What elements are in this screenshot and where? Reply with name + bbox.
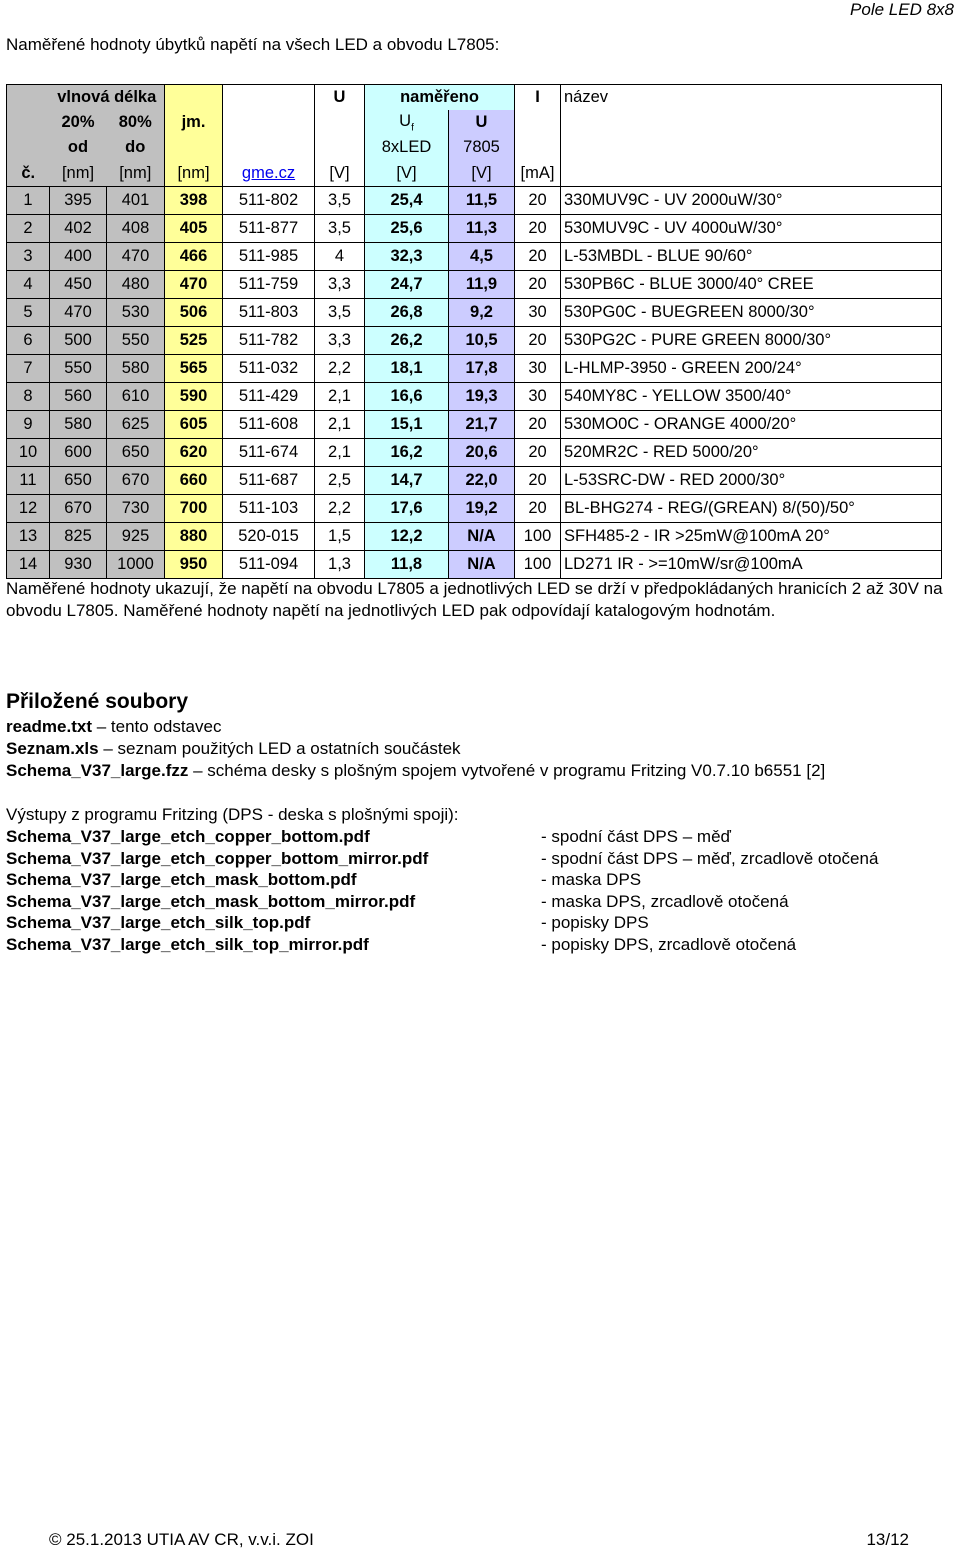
cell-u: 3,3	[315, 327, 365, 355]
table-row	[7, 355, 942, 383]
cell-led-name: L-53SRC-DW - RED 2000/30°	[561, 467, 942, 495]
cell-to: 625	[107, 411, 165, 439]
cell-i: 20	[515, 215, 561, 243]
cell-uf-8xled: 18,1	[365, 355, 449, 383]
pdf-desc: - popisky DPS	[541, 913, 649, 933]
cell-u-7805: 11,9	[449, 271, 515, 299]
header-uf-sub: f	[411, 122, 414, 134]
cell-no: 3	[7, 243, 50, 271]
header-pct20: 20%	[50, 110, 107, 135]
cell-u-7805: 11,5	[449, 187, 515, 215]
cell-nominal-nm: 950	[165, 551, 223, 579]
cell-uf-8xled: 25,4	[365, 187, 449, 215]
cell-uf-8xled: 11,8	[365, 551, 449, 579]
cell-gme-code: 511-877	[223, 215, 315, 243]
table-row	[7, 383, 942, 411]
cell-uf-8xled: 25,6	[365, 215, 449, 243]
header-v3: [V]	[449, 160, 515, 187]
pdf-name: Schema_V37_large_etch_mask_bottom.pdf	[6, 870, 357, 890]
cell-i: 100	[515, 551, 561, 579]
cell-from: 580	[50, 411, 107, 439]
cell-u-7805: 10,5	[449, 327, 515, 355]
header-pct80: 80%	[107, 110, 165, 135]
section-intro: Naměřené hodnoty úbytků napětí na všech LED a obvodu L7805:	[6, 35, 500, 54]
cell-u-7805: 4,5	[449, 243, 515, 271]
table-row	[7, 299, 942, 327]
cell-u: 3,5	[315, 299, 365, 327]
cell-u-7805: 11,3	[449, 215, 515, 243]
cell-u: 2,5	[315, 467, 365, 495]
cell-gme-code: 511-608	[223, 411, 315, 439]
cell-u: 2,1	[315, 439, 365, 467]
cell-to: 480	[107, 271, 165, 299]
cell-u: 2,2	[315, 355, 365, 383]
header-nm2: [nm]	[107, 160, 165, 187]
cell-u-7805: 20,6	[449, 439, 515, 467]
cell-no: 13	[7, 523, 50, 551]
cell-to: 408	[107, 215, 165, 243]
cell-no: 8	[7, 383, 50, 411]
cell-u: 2,2	[315, 495, 365, 523]
cell-u: 3,3	[315, 271, 365, 299]
cell-nominal-nm: 880	[165, 523, 223, 551]
cell-gme-code: 511-032	[223, 355, 315, 383]
cell-i: 20	[515, 439, 561, 467]
cell-i: 20	[515, 243, 561, 271]
cell-to: 401	[107, 187, 165, 215]
cell-led-name: 530MUV9C - UV 4000uW/30°	[561, 215, 942, 243]
cell-no: 9	[7, 411, 50, 439]
pdf-name: Schema_V37_large_etch_silk_top.pdf	[6, 913, 311, 933]
attachments-heading: Přiložené soubory	[6, 690, 189, 713]
cell-gme-code: 511-985	[223, 243, 315, 271]
cell-nominal-nm: 660	[165, 467, 223, 495]
cell-uf-8xled: 32,3	[365, 243, 449, 271]
cell-uf-8xled: 26,8	[365, 299, 449, 327]
cell-from: 470	[50, 299, 107, 327]
cell-nominal-nm: 405	[165, 215, 223, 243]
summary-paragraph: Naměřené hodnoty ukazují, že napětí na obvodu L7805 a jednotlivých LED se drží v předpokládaných hranicích 2 až 30V na obvodu L7805. Naměřené hodnoty napětí na jednotlivých LED pak odpovídají katalogovým hodnotám.	[6, 579, 943, 620]
cell-uf-8xled: 14,7	[365, 467, 449, 495]
file-name: Seznam.xls	[6, 739, 99, 758]
header-cell-blank	[315, 135, 365, 160]
fritzing-outputs-title: Výstupy z programu Fritzing (DPS - deska s plošnými spoji):	[6, 805, 459, 824]
header-no: č.	[7, 160, 50, 187]
cell-u: 2,1	[315, 383, 365, 411]
attachment-file-list	[6, 716, 825, 782]
cell-gme-code: 511-802	[223, 187, 315, 215]
pdf-name-list	[6, 826, 428, 956]
cell-nominal-nm: 506	[165, 299, 223, 327]
cell-gme-code: 511-687	[223, 467, 315, 495]
cell-from: 560	[50, 383, 107, 411]
cell-from: 395	[50, 187, 107, 215]
header-measured: naměřeno	[365, 85, 515, 111]
cell-u: 3,5	[315, 187, 365, 215]
pdf-desc: - maska DPS, zrcadlově otočená	[541, 891, 789, 911]
file-desc: – schéma desky s plošným spojem vytvořené v programu Fritzing V0.7.10 b6551 [2]	[188, 761, 826, 780]
header-u: U	[315, 85, 365, 111]
table-row	[7, 215, 942, 243]
attachment-file	[6, 716, 825, 738]
pdf-desc: - popisky DPS, zrcadlově otočená	[541, 934, 797, 954]
header-from: od	[50, 135, 107, 160]
header-cell-blank	[561, 135, 942, 160]
header-cell-gme-top	[223, 85, 315, 111]
cell-to: 470	[107, 243, 165, 271]
cell-i: 30	[515, 355, 561, 383]
cell-to: 530	[107, 299, 165, 327]
header-nm3: [nm]	[165, 160, 223, 187]
cell-nominal-nm: 590	[165, 383, 223, 411]
cell-nominal-nm: 466	[165, 243, 223, 271]
pdf-name: Schema_V37_large_etch_copper_bottom_mirror.pdf	[6, 848, 429, 868]
file-name: readme.txt	[6, 717, 92, 736]
cell-no: 7	[7, 355, 50, 383]
cell-no: 4	[7, 271, 50, 299]
cell-uf-8xled: 16,6	[365, 383, 449, 411]
pdf-name: Schema_V37_large_etch_silk_top_mirror.pdf	[6, 934, 369, 954]
table-row	[7, 327, 942, 355]
header-cell-blank	[223, 135, 315, 160]
cell-u-7805: N/A	[449, 523, 515, 551]
cell-to: 925	[107, 523, 165, 551]
attachment-file	[6, 738, 825, 760]
table-header-row-3	[7, 135, 942, 160]
attachment-file	[6, 760, 825, 782]
pdf-desc-list	[541, 826, 878, 956]
cell-uf-8xled: 12,2	[365, 523, 449, 551]
file-name: Schema_V37_large.fzz	[6, 761, 189, 780]
cell-from: 550	[50, 355, 107, 383]
header-i: I	[515, 85, 561, 111]
pdf-name: Schema_V37_large_etch_copper_bottom.pdf	[6, 827, 370, 846]
cell-i: 30	[515, 383, 561, 411]
cell-no: 1	[7, 187, 50, 215]
cell-u: 3,5	[315, 215, 365, 243]
cell-uf-8xled: 16,2	[365, 439, 449, 467]
file-desc: – tento odstavec	[91, 717, 222, 736]
cell-led-name: 520MR2C - RED 5000/20°	[561, 439, 942, 467]
cell-from: 450	[50, 271, 107, 299]
cell-u-7805: 19,3	[449, 383, 515, 411]
cell-i: 20	[515, 187, 561, 215]
cell-u-7805: 17,8	[449, 355, 515, 383]
cell-i: 20	[515, 271, 561, 299]
table-row	[7, 439, 942, 467]
cell-from: 402	[50, 215, 107, 243]
cell-led-name: 530PG2C - PURE GREEN 8000/30°	[561, 327, 942, 355]
table-row	[7, 411, 942, 439]
cell-gme-code: 511-094	[223, 551, 315, 579]
led-rows	[7, 187, 942, 579]
header-reg: 7805	[449, 135, 515, 160]
header-u2: U	[449, 110, 515, 135]
cell-from: 650	[50, 467, 107, 495]
table-header-row-1	[7, 85, 942, 111]
cell-led-name: 530PG0C - BUEGREEN 8000/30°	[561, 299, 942, 327]
header-nm1: [nm]	[50, 160, 107, 187]
cell-nominal-nm: 605	[165, 411, 223, 439]
document-header-title: Pole LED 8x8	[850, 0, 954, 19]
cell-u: 1,3	[315, 551, 365, 579]
header-cell-blank	[561, 160, 942, 187]
header-cell-no-top	[7, 85, 50, 111]
cell-from: 930	[50, 551, 107, 579]
table-row	[7, 243, 942, 271]
cell-no: 12	[7, 495, 50, 523]
cell-gme-code: 511-674	[223, 439, 315, 467]
table-row	[7, 523, 942, 551]
cell-u-7805: 22,0	[449, 467, 515, 495]
cell-i: 20	[515, 411, 561, 439]
cell-to: 550	[107, 327, 165, 355]
cell-led-name: LD271 IR - >=10mW/sr@100mA	[561, 551, 942, 579]
cell-led-name: 330MUV9C - UV 2000uW/30°	[561, 187, 942, 215]
cell-no: 6	[7, 327, 50, 355]
header-cell-blank	[315, 110, 365, 135]
gme-link[interactable]: gme.cz	[241, 163, 296, 182]
cell-no: 5	[7, 299, 50, 327]
header-led8: 8xLED	[365, 135, 449, 160]
header-cell-blank	[515, 135, 561, 160]
cell-nominal-nm: 470	[165, 271, 223, 299]
cell-from: 825	[50, 523, 107, 551]
header-cell-blank	[7, 110, 50, 135]
cell-uf-8xled: 17,6	[365, 495, 449, 523]
header-cell-blank	[165, 135, 223, 160]
cell-to: 610	[107, 383, 165, 411]
pdf-desc: - spodní část DPS – měď, zrcadlově otočená	[541, 848, 879, 868]
table-row	[7, 495, 942, 523]
table-header-row-2	[7, 110, 942, 135]
cell-u-7805: N/A	[449, 551, 515, 579]
cell-to: 580	[107, 355, 165, 383]
header-cell-blank	[223, 110, 315, 135]
header-v1: [V]	[315, 160, 365, 187]
cell-gme-code: 511-782	[223, 327, 315, 355]
cell-led-name: L-HLMP-3950 - GREEN 200/24°	[561, 355, 942, 383]
cell-from: 670	[50, 495, 107, 523]
table-row	[7, 551, 942, 579]
header-name: název	[561, 85, 942, 111]
cell-nominal-nm: 620	[165, 439, 223, 467]
cell-to: 670	[107, 467, 165, 495]
cell-led-name: SFH485-2 - IR >25mW@100mA 20°	[561, 523, 942, 551]
cell-led-name: 530PB6C - BLUE 3000/40° CREE	[561, 271, 942, 299]
header-cell-blank	[7, 135, 50, 160]
cell-gme-code: 511-759	[223, 271, 315, 299]
footer-page-number: 13/12	[866, 1530, 909, 1549]
table-row	[7, 271, 942, 299]
cell-led-name: L-53MBDL - BLUE 90/60°	[561, 243, 942, 271]
table-header-row-4	[7, 160, 942, 187]
header-uf	[365, 110, 449, 135]
cell-to: 730	[107, 495, 165, 523]
header-cell-blank	[561, 110, 942, 135]
cell-from: 400	[50, 243, 107, 271]
cell-from: 600	[50, 439, 107, 467]
header-v2: [V]	[365, 160, 449, 187]
table-row	[7, 467, 942, 495]
header-cell-nm-top	[165, 85, 223, 111]
cell-nominal-nm: 525	[165, 327, 223, 355]
cell-led-name: 540MY8C - YELLOW 3500/40°	[561, 383, 942, 411]
header-ma: [mA]	[515, 160, 561, 187]
cell-no: 2	[7, 215, 50, 243]
cell-from: 500	[50, 327, 107, 355]
cell-i: 20	[515, 495, 561, 523]
cell-i: 20	[515, 467, 561, 495]
led-measurement-table	[6, 84, 942, 579]
cell-no: 10	[7, 439, 50, 467]
cell-nominal-nm: 565	[165, 355, 223, 383]
cell-i: 100	[515, 523, 561, 551]
cell-nominal-nm: 700	[165, 495, 223, 523]
cell-u: 1,5	[315, 523, 365, 551]
footer-copyright: © 25.1.2013 UTIA AV CR, v.v.i. ZOI	[49, 1530, 314, 1549]
file-desc: – seznam použitých LED a ostatních součástek	[98, 739, 461, 758]
cell-u-7805: 21,7	[449, 411, 515, 439]
pdf-desc: - spodní část DPS – měď	[541, 827, 731, 846]
cell-u: 2,1	[315, 411, 365, 439]
cell-i: 20	[515, 327, 561, 355]
cell-gme-code: 520-015	[223, 523, 315, 551]
cell-u: 4	[315, 243, 365, 271]
header-to: do	[107, 135, 165, 160]
header-gme-link[interactable]	[223, 160, 315, 187]
cell-no: 11	[7, 467, 50, 495]
cell-u-7805: 19,2	[449, 495, 515, 523]
cell-gme-code: 511-429	[223, 383, 315, 411]
pdf-name: Schema_V37_large_etch_mask_bottom_mirror.pdf	[6, 891, 416, 911]
cell-to: 1000	[107, 551, 165, 579]
cell-led-name: 530MO0C - ORANGE 4000/20°	[561, 411, 942, 439]
cell-led-name: BL-BHG274 - REG/(GREAN) 8/(50)/50°	[561, 495, 942, 523]
cell-no: 14	[7, 551, 50, 579]
cell-to: 650	[107, 439, 165, 467]
pdf-desc: - maska DPS	[541, 870, 642, 890]
header-wavelength: vlnová délka	[50, 85, 165, 111]
cell-uf-8xled: 26,2	[365, 327, 449, 355]
cell-uf-8xled: 24,7	[365, 271, 449, 299]
cell-u-7805: 9,2	[449, 299, 515, 327]
cell-gme-code: 511-103	[223, 495, 315, 523]
header-cell-blank	[515, 110, 561, 135]
header-nominal: jm.	[165, 110, 223, 135]
cell-uf-8xled: 15,1	[365, 411, 449, 439]
header-uf-main: U	[399, 111, 412, 130]
cell-i: 30	[515, 299, 561, 327]
cell-gme-code: 511-803	[223, 299, 315, 327]
cell-nominal-nm: 398	[165, 187, 223, 215]
table-row	[7, 187, 942, 215]
